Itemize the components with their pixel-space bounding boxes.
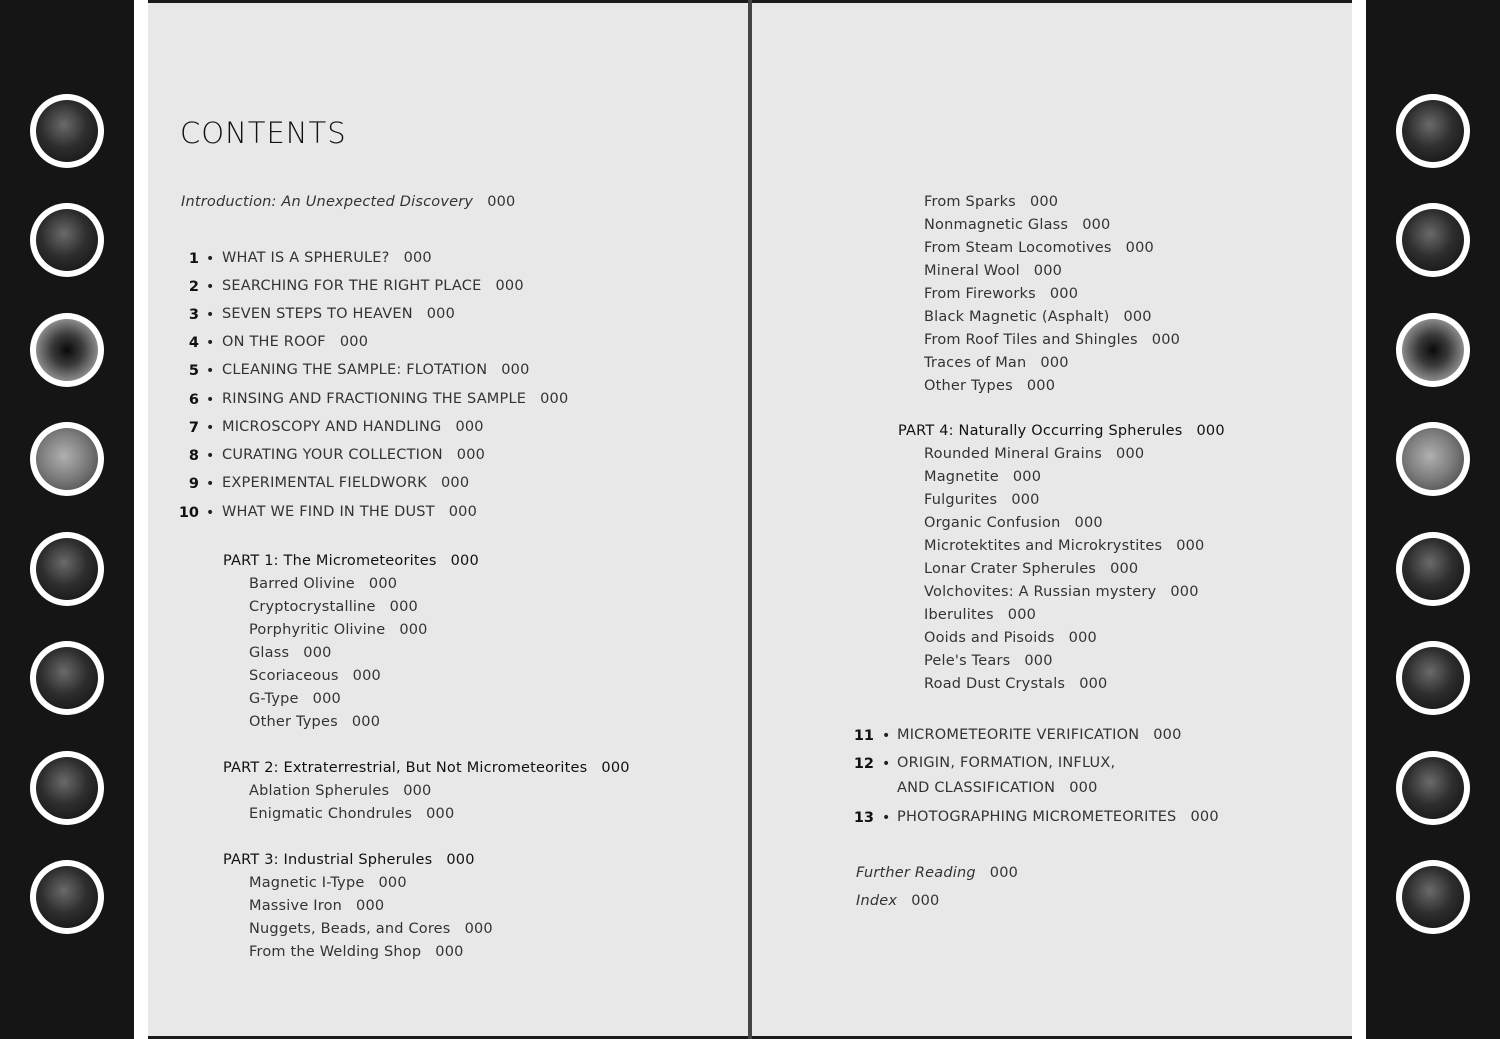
toc-subitem[interactable]: From the Welding Shop 000 (249, 944, 464, 960)
toc-chapter[interactable]: WHAT IS A SPHERULE? 000 (222, 250, 432, 266)
micrometeorite-image (1396, 313, 1470, 387)
toc-chapter[interactable]: CURATING YOUR COLLECTION 000 (222, 447, 486, 463)
toc-subitem[interactable]: Mineral Wool 000 (924, 263, 1063, 279)
toc-subitem[interactable]: Microtektites and Microkrystites 000 (924, 538, 1205, 554)
bullet: • (206, 505, 215, 521)
bullet: • (882, 810, 891, 826)
toc-subitem[interactable]: Glass 000 (249, 645, 332, 661)
toc-subitem[interactable]: Black Magnetic (Asphalt) 000 (924, 309, 1152, 325)
toc-subitem[interactable]: Barred Olivine 000 (249, 576, 398, 592)
micrometeorite-image (1396, 94, 1470, 168)
micrometeorite-image (30, 422, 104, 496)
toc-subitem[interactable]: Massive Iron 000 (249, 898, 385, 914)
page-title: CONTENTS (180, 116, 347, 150)
toc-chapter-line1[interactable]: ORIGIN, FORMATION, INFLUX, (897, 755, 1116, 771)
micrometeorite-image (1396, 751, 1470, 825)
left-page-edge (134, 0, 148, 1039)
chapter-number: 11 (853, 728, 874, 744)
micrometeorite-image (30, 94, 104, 168)
micrometeorite-image (30, 313, 104, 387)
chapter-number: 3 (188, 307, 199, 323)
toc-subitem[interactable]: From Sparks 000 (924, 194, 1059, 210)
right-page-edge (1352, 0, 1366, 1039)
toc-subitem[interactable]: Organic Confusion 000 (924, 515, 1103, 531)
toc-subitem[interactable]: Other Types 000 (249, 714, 381, 730)
bullet: • (206, 448, 215, 464)
toc-subitem[interactable]: Rounded Mineral Grains 000 (924, 446, 1145, 462)
bullet: • (882, 728, 891, 744)
toc-subitem[interactable]: Ablation Spherules 000 (249, 783, 432, 799)
bullet: • (206, 363, 215, 379)
bullet: • (206, 307, 215, 323)
bullet: • (206, 476, 215, 492)
toc-chapter-line2[interactable]: AND CLASSIFICATION 000 (897, 780, 1098, 796)
bullet: • (882, 756, 891, 772)
micrometeorite-image (30, 532, 104, 606)
micrometeorite-image (30, 751, 104, 825)
toc-subitem[interactable]: Magnetite 000 (924, 469, 1042, 485)
toc-subitem[interactable]: Fulgurites 000 (924, 492, 1040, 508)
micrometeorite-image (1396, 860, 1470, 934)
chapter-number: 5 (188, 363, 199, 379)
toc-subitem[interactable]: Nuggets, Beads, and Cores 000 (249, 921, 493, 937)
toc-subitem[interactable]: Iberulites 000 (924, 607, 1037, 623)
toc-subitem[interactable]: Porphyritic Olivine 000 (249, 622, 428, 638)
toc-subitem[interactable]: Lonar Crater Spherules 000 (924, 561, 1139, 577)
toc-subitem[interactable]: From Roof Tiles and Shingles 000 (924, 332, 1181, 348)
toc-chapter[interactable]: PHOTOGRAPHING MICROMETEORITES 000 (897, 809, 1219, 825)
toc-subitem[interactable]: Pele's Tears 000 (924, 653, 1053, 669)
toc-chapter[interactable]: WHAT WE FIND IN THE DUST 000 (222, 504, 478, 520)
chapter-number: 4 (188, 335, 199, 351)
toc-part-heading[interactable]: PART 2: Extraterrestrial, But Not Micrometeorites 000 (223, 760, 630, 776)
book-gutter (748, 0, 752, 1039)
chapter-number: 10 (178, 505, 199, 521)
toc-subitem[interactable]: From Steam Locomotives 000 (924, 240, 1154, 256)
toc-introduction[interactable]: Introduction: An Unexpected Discovery 000 (181, 194, 516, 210)
toc-subitem[interactable]: Ooids and Pisoids 000 (924, 630, 1097, 646)
micrometeorite-image (1396, 203, 1470, 277)
chapter-number: 1 (188, 251, 199, 267)
chapter-number: 8 (188, 448, 199, 464)
toc-part-heading[interactable]: PART 1: The Micrometeorites 000 (223, 553, 479, 569)
toc-subitem[interactable]: Road Dust Crystals 000 (924, 676, 1108, 692)
chapter-number: 12 (853, 756, 874, 772)
micrometeorite-image (1396, 422, 1470, 496)
chapter-number: 2 (188, 279, 199, 295)
toc-chapter[interactable]: MICROMETEORITE VERIFICATION 000 (897, 727, 1182, 743)
micrometeorite-image (30, 203, 104, 277)
toc-subitem[interactable]: Magnetic I-Type 000 (249, 875, 407, 891)
toc-subitem[interactable]: Cryptocrystalline 000 (249, 599, 418, 615)
toc-further-reading[interactable]: Further Reading 000 (856, 865, 1019, 881)
toc-subitem[interactable]: Scoriaceous 000 (249, 668, 381, 684)
toc-subitem[interactable]: G-Type 000 (249, 691, 341, 707)
toc-index[interactable]: Index 000 (856, 893, 940, 909)
chapter-number: 6 (188, 392, 199, 408)
chapter-number: 13 (853, 810, 874, 826)
toc-chapter[interactable]: MICROSCOPY AND HANDLING 000 (222, 419, 484, 435)
toc-subitem[interactable]: Nonmagnetic Glass 000 (924, 217, 1111, 233)
micrometeorite-image (1396, 532, 1470, 606)
bullet: • (206, 392, 215, 408)
toc-chapter[interactable]: EXPERIMENTAL FIELDWORK 000 (222, 475, 470, 491)
micrometeorite-image (30, 860, 104, 934)
bullet: • (206, 420, 215, 436)
toc-chapter[interactable]: SEARCHING FOR THE RIGHT PLACE 000 (222, 278, 524, 294)
toc-subitem[interactable]: Enigmatic Chondrules 000 (249, 806, 455, 822)
toc-part-heading[interactable]: PART 3: Industrial Spherules 000 (223, 852, 475, 868)
bullet: • (206, 279, 215, 295)
toc-part-heading[interactable]: PART 4: Naturally Occurring Spherules 000 (898, 423, 1225, 439)
toc-subitem[interactable]: Volchovites: A Russian mystery 000 (924, 584, 1199, 600)
micrometeorite-image (30, 641, 104, 715)
toc-subitem[interactable]: Other Types 000 (924, 378, 1056, 394)
micrometeorite-image (1396, 641, 1470, 715)
chapter-number: 7 (188, 420, 199, 436)
toc-chapter[interactable]: RINSING AND FRACTIONING THE SAMPLE 000 (222, 391, 569, 407)
toc-subitem[interactable]: From Fireworks 000 (924, 286, 1079, 302)
toc-chapter[interactable]: SEVEN STEPS TO HEAVEN 000 (222, 306, 456, 322)
bullet: • (206, 335, 215, 351)
chapter-number: 9 (188, 476, 199, 492)
toc-subitem[interactable]: Traces of Man 000 (924, 355, 1069, 371)
toc-chapter[interactable]: ON THE ROOF 000 (222, 334, 369, 350)
toc-chapter[interactable]: CLEANING THE SAMPLE: FLOTATION 000 (222, 362, 530, 378)
bullet: • (206, 251, 215, 267)
